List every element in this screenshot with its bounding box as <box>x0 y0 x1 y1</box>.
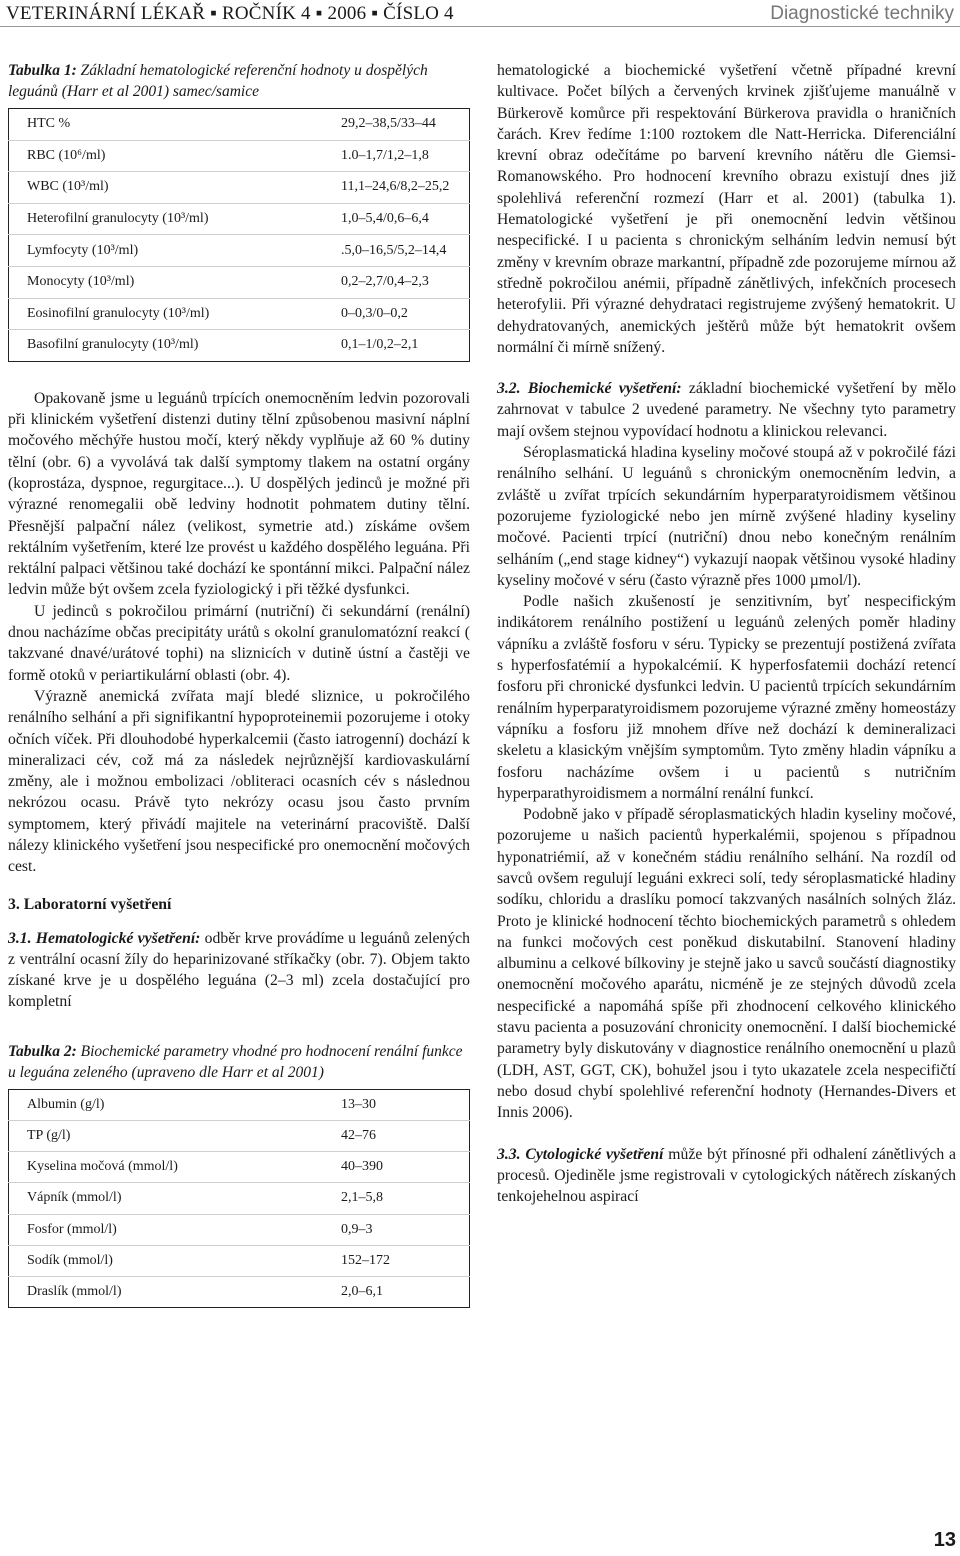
table-cell-value: 29,2–38,5/33–44 <box>323 109 470 141</box>
page-header <box>0 0 960 27</box>
table-cell-name: WBC (10³/ml) <box>9 172 324 204</box>
right-column <box>497 60 956 1207</box>
subsection-paragraph <box>497 378 956 442</box>
table2-caption-text: Biochemické parametry vhodné pro hodnocení renální funkce u leguána zeleného (upraveno dle Harr et al 2001) <box>8 1042 463 1081</box>
paragraph: Podle našich zkušeností je senzitivním, byť nespecifickým indikátorem renálního postižení u leguánů zelených poměr hladiny vápníku a zvláště fosforu v séru. Typicky se prezentují postižená zvířata s hyperfosfatémií a hypokalcémií. K hyperfosfatemii dochází retencí fosforu při chronické dysfunkci ledvin. U pacientů trpících sekundárním renálním hyperparatyroidismem pozorujeme výrazné změny homeostázy vápníku a fosforu již mnohem dříve než dochází k demineralizaci skeletu a klasickým vnějším symptomům. Tyto změny hladin vápníku a fosforu nacházíme ovšem i u pacientů s nutričním hyperparathyroidismem a normální renální funkcí. <box>497 593 956 802</box>
journal-title: VETERINÁRNÍ LÉKAŘ ▪ ROČNÍK 4 ▪ 2006 ▪ ČÍSLO 4 <box>6 3 454 24</box>
paragraph: U jedinců s pokročilou primární (nutriční) či sekundární (renální) dnou nacházíme občas precipitáty urátů s okolní granulomatózní reakcí ( takzvané dnavé/urátové tophi) na sliznicích v dutině ústní a častěji ve formě otoků v periartikulární oblasti (obr. 4). <box>8 602 470 684</box>
table-cell-value: .5,0–16,5/5,2–14,4 <box>323 235 470 267</box>
table-row <box>9 1089 470 1120</box>
table-row <box>9 172 470 204</box>
table-row <box>9 203 470 235</box>
table-cell-value: 0,2–2,7/0,4–2,3 <box>323 266 470 298</box>
table-row <box>9 1183 470 1214</box>
paragraph: Séroplasmatická hladina kyseliny močové stoupá až v pokročilé fázi renálního selhání. U leguánů s chronickým onemocněním ledvin, a zvláště u zvířat trpících sekundárním hyperparatyroidismem většinou pozorujeme fyziologické nebo jen mírně zvýšené hladiny kyseliny močové. Pacienti trpící (nutriční) dnou nebo konečným renálním selháním („end stage kidney“) vykazují naopak většinou vysoké hladiny kyseliny močové v séru (často výrazně přes 1000 µmol/l). <box>497 444 956 589</box>
table1-caption-text: Základní hematologické referenční hodnoty u dospělých leguánů (Harr et al 2001) samec/samice <box>8 62 428 100</box>
subsection-paragraph <box>497 1144 956 1208</box>
table-cell-name: Eosinofilní granulocyty (10³/ml) <box>9 298 324 330</box>
table-row <box>9 1245 470 1276</box>
paragraph: Výrazně anemická zvířata mají bledé sliznice, u pokročilého renálního selhání a při signifikantní hypoproteinemii pozorujeme i otoky očních víček. Při dlouhodobé hyperkalcemii (často iatrogenní) dochází k mineralizaci cév, což má za následek nejrůznější kardiovaskulární změny, ale i možnou embolizaci /obliteraci ocasních cév s následnou nekrózou ocasu. Právě tyto nekrózy ocasu jsou často prvním symptomem, který přivádí majitele na veterinární pracoviště. Další nálezy klinického vyšetření jsou nespecifické pro onemocnění močových cest. <box>8 687 470 876</box>
table-cell-name: Vápník (mmol/l) <box>9 1183 324 1214</box>
table-row <box>9 266 470 298</box>
table-row <box>9 109 470 141</box>
table-cell-value: 40–390 <box>323 1152 470 1183</box>
table-cell-name: HTC % <box>9 109 324 141</box>
subsection-paragraph <box>8 928 470 1013</box>
subsection-label: 3.1. Hematologické vyšetření: <box>8 929 201 947</box>
table-row <box>9 1120 470 1151</box>
table-cell-value: 13–30 <box>323 1089 470 1120</box>
paragraph: hematologické a biochemické vyšetření včetně případné krevní kultivace. Počet bílých a červených krvinek zjišťujeme manuálně v Bürkerově komůrce při respektování Bürkerova pravidla o hraničních čarách. Krev ředíme 1:100 roztokem dle Natt-Herricka. Diferenciální krevní obraz odečítáme po barvení krevního nátěru dle Giemsi-Romanowského. Pro hodnocení krevního obrazu existují dnes již spolehlivá referenční rozmezí (Harr et al. 2001) (tabulka 1). Hematologické vyšetření je při onemocnění ledvin většinou nespecifické. I u pacienta s chronickým selháním ledvin nemusí být změny v krevním obraze markantní, případně zde pozorujeme mírnou až středně pokročilou anémii, případně zánětlivých, infekčních procesech heterofylii. Při výrazné dehydrataci registrujeme zvýšený hematokrit. U dehydratovaných, anemických ještěrů může být hematokrit ovšem normální či mírně snížený. <box>497 62 956 356</box>
table-cell-value: 0–0,3/0–0,2 <box>323 298 470 330</box>
subsection-text: odběr krve provádíme u leguánů zelených z ventrální ocasní žíly do heparinizované stříkačky (obr. 7). Objem takto získané krve je u dospělého leguána (2–3 ml) zcela dostačující pro kompletní <box>8 929 470 1011</box>
table-row <box>9 1152 470 1183</box>
table-cell-name: TP (g/l) <box>9 1120 324 1151</box>
table-cell-value: 2,0–6,1 <box>341 1283 383 1299</box>
table2-label: Tabulka 2: <box>8 1042 77 1060</box>
subsection-label: 3.2. Biochemické vyšetření: <box>497 380 682 398</box>
table-row <box>9 1276 470 1307</box>
table-cell-name: Monocyty (10³/ml) <box>9 266 324 298</box>
table1-caption <box>8 60 470 102</box>
subsection-label: 3.3. Cytologické vyšetření <box>497 1145 664 1163</box>
table-cell-name: Sodík (mmol/l) <box>9 1245 324 1276</box>
page-number: 13 <box>933 1529 956 1551</box>
table-cell-value: 42–76 <box>323 1120 470 1151</box>
section-heading: 3. Laboratorní vyšetření <box>8 895 172 913</box>
table-row <box>9 298 470 330</box>
table-cell-value: 0,1–1/0,2–2,1 <box>341 337 419 353</box>
table-cell-name: Basofilní granulocyty (10³/ml) <box>27 337 199 353</box>
table-row <box>9 235 470 267</box>
table-cell-name: Albumin (g/l) <box>9 1089 324 1120</box>
table-row <box>9 140 470 172</box>
table2-caption <box>8 1041 470 1083</box>
table-row <box>9 1214 470 1245</box>
table-cell-value: 0,9–3 <box>323 1214 470 1245</box>
table-cell-value: 1,0–5,4/0,6–6,4 <box>323 203 470 235</box>
table-cell-name: RBC (10⁶/ml) <box>9 140 324 172</box>
left-column <box>8 60 470 1308</box>
table1 <box>8 108 470 362</box>
table-cell-name: Lymfocyty (10³/ml) <box>9 235 324 267</box>
table-cell-name: Kyselina močová (mmol/l) <box>9 1152 324 1183</box>
table-cell-name: Fosfor (mmol/l) <box>9 1214 324 1245</box>
paragraph: Opakovaně jsme u leguánů trpících onemocněním ledvin pozorovali při klinickém vyšetření distenzi dutiny tělní způsobenou masivní náplní močového měchýře hustou močí, který někdy vyplňuje až 60 % dutiny tělní (obr. 6) a vyvolává tak další symptomy tlakem na ostatní orgány (koprostáza, dyspnoe, regurgitace...). U dospělých jedinců je možné při výrazné renomegalii obě ledviny hodnotit pohmatem dutiny tělní. Přesnější palpační nález (velikost, symetrie atd.) získáme ovšem rektálním vyšetřením, které lze provést u každého dospělého leguána. Při rektální palpaci většinou také dochází ke spontánní mikci. Palpační nález ledvin může být ovšem zcela fyziologický i při těžké dysfunkci. <box>8 389 470 599</box>
table-cell-name: Heterofilní granulocyty (10³/ml) <box>9 203 324 235</box>
table-cell-value: 11,1–24,6/8,2–25,2 <box>323 172 470 204</box>
section-title: Diagnostické techniky <box>770 3 954 24</box>
table-cell-value: 2,1–5,8 <box>323 1183 470 1214</box>
table-cell-value: 1.0–1,7/1,2–1,8 <box>323 140 470 172</box>
subsection-text: základní biochemické vyšetření by mělo zahrnovat v tabulce 2 uvedené parametry. Ne všechny tyto parametry mají ovšem stejnou vypovídací hodnotu a klinickou relevanci. <box>497 380 957 440</box>
table-cell-value: 152–172 <box>323 1245 470 1276</box>
table1-label: Tabulka 1: <box>8 62 77 79</box>
table-cell-name: Draslík (mmol/l) <box>27 1283 122 1299</box>
subsection-text: může být přínosné při odhalení zánětlivých a procesů. Ojediněle jsme registrovali v cytologických nátěrech získaných tenkojehelnou aspirací <box>497 1145 956 1206</box>
table-row <box>9 330 470 362</box>
paragraph: Podobně jako v případě séroplasmatických hladin kyseliny močové, pozorujeme u našich pacientů hyperkalémii, spojenou s případnou hyponatriémií, až v konečném stádiu renálního selhání. Na rozdíl od savců ovšem regulují leguáni exkreci solí, tedy séroplasmatické hladiny sodíku, chloridu a draslíku pomocí takzvaných nasálních solných žláz. Proto je klinické hodnocení těchto biochemických parametrů s ohledem na funkci močových cest poněkud diskutabilní. Stanovení hladiny albuminu a celkové bílkoviny je stejně jako u savců součástí diagnostiky onemocnění močového aparátu, nicméně je ze stejných důvodů zcela nespecifické a napomáhá spíše při zhodnocení celkového klinického stavu pacienta a posuzování chronicity onemocnění. I další biochemické parametry byly diskutovány v diagnostice renálního onemocnění u plazů (LDH, AST, GGT, CK), bohužel jsou i tyto ukazatele zcela nespecifičtí nebo dosud chybí spolehlivé referenční hodnoty (Hernandes-Divers et Innis 2006). <box>497 806 956 1122</box>
table2 <box>8 1089 470 1308</box>
